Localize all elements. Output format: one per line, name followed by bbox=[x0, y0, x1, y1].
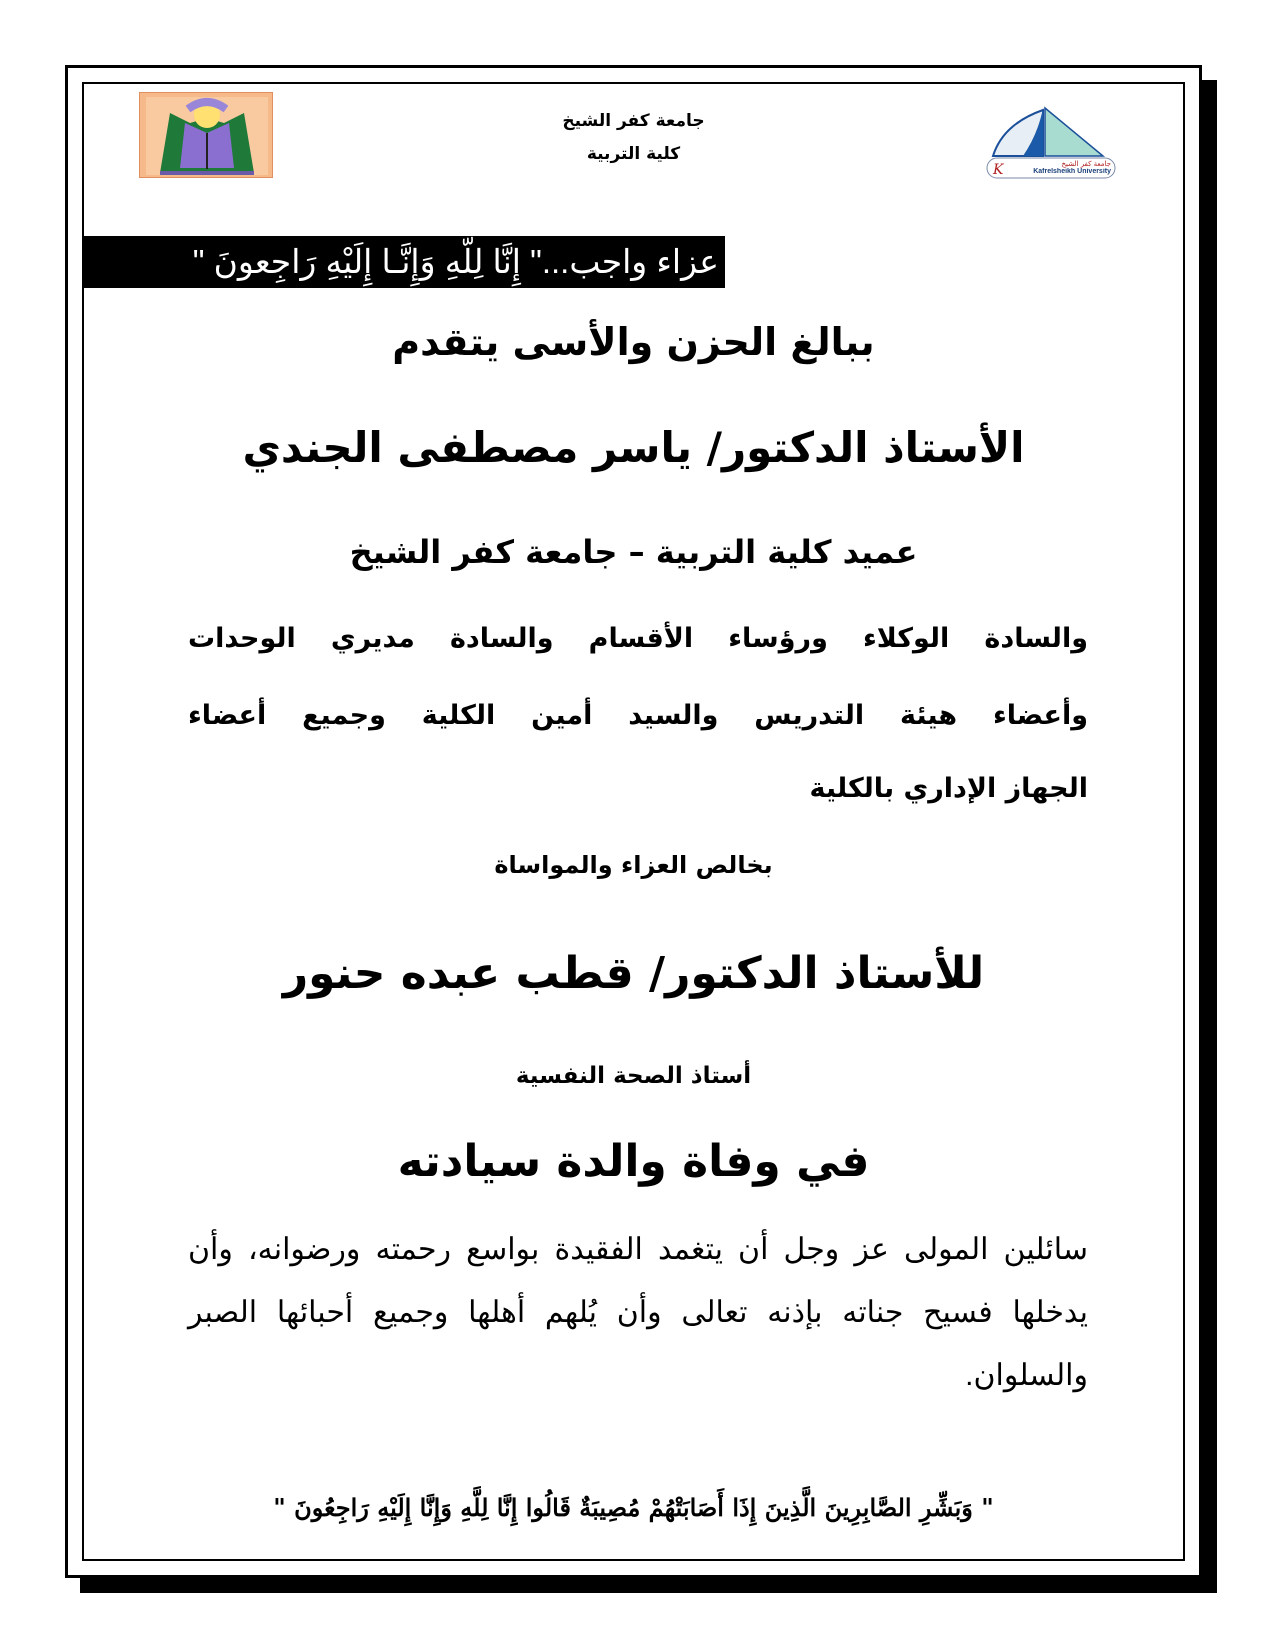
staff-line-1: والسادة الوكلاء ورؤساء الأقسام والسادة مديري الوحدات bbox=[188, 623, 1088, 654]
logo-text-arabic: جامعة كفر الشيخ bbox=[1061, 160, 1111, 168]
death-notice: في وفاة والدة سيادته bbox=[397, 1136, 870, 1187]
university-name: جامعة كفر الشيخ bbox=[562, 111, 705, 131]
dean-title: عميد كلية التربية – جامعة كفر الشيخ bbox=[349, 533, 918, 571]
faculty-name: كلية التربية bbox=[586, 144, 681, 164]
svg-text:K: K bbox=[993, 162, 1004, 178]
intro-line: ببالغ الحزن والأسى يتقدم bbox=[392, 320, 875, 364]
condolence-line: بخالص العزاء والمواساة bbox=[494, 851, 773, 879]
dean-name: الأستاذ الدكتور/ ياسر مصطفى الجندي bbox=[242, 423, 1025, 472]
quran-verse: " وَبَشِّرِ الصَّابِرِينَ الَّذِينَ إِذَا أَصَابَتْهُمْ مُصِيبَةٌ قَالُوا إِنَّا لِلَّهِ وَإِنَّا إِلَيْهِ رَاجِعُونَ " bbox=[273, 1493, 994, 1522]
document-frame bbox=[65, 65, 1202, 1578]
prayer-paragraph: سائلين المولى عز وجل أن يتغمد الفقيدة بواسع رحمته ورضوانه، وأن يدخلها فسيح جناته بإذنه تعالى وأن يُلهم أهلها وجميع أحبائها الصبر والسلوان. bbox=[188, 1233, 1088, 1392]
logo-text-english: Kafrelsheikh University bbox=[1033, 168, 1111, 175]
professor-title: أستاذ الصحة النفسية bbox=[515, 1063, 752, 1089]
condolence-banner: عزاء واجب..." إِنَّا لِلّهِ وَإِنَّـا إِلَيْهِ رَاجِعونَ " bbox=[82, 236, 725, 288]
staff-line-2: وأعضاء هيئة التدريس والسيد أمين الكلية وجميع أعضاء bbox=[188, 700, 1088, 731]
deceased-relative-name: للأستاذ الدكتور/ قطب عبده حنور bbox=[282, 948, 985, 999]
staff-line-3: الجهاز الإداري بالكلية bbox=[809, 773, 1088, 804]
faculty-logo bbox=[139, 92, 273, 178]
